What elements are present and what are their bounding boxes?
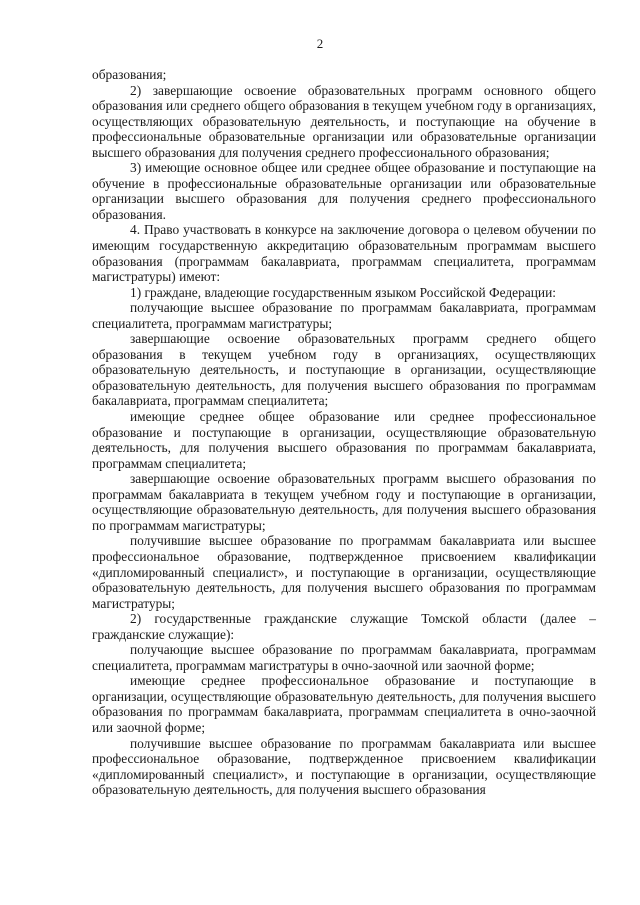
paragraph: получающие высшее образование по программам бакалавриата, программам специалитета, программам магистратуры в очно-заочной или заочной форме;: [92, 642, 596, 673]
paragraph: имеющие среднее профессиональное образование и поступающие в организации, осуществляющие образовательную деятельность, для получения высшего образования по программам бакалавриата, программам специалитета в очно-заочной или заочной форме;: [92, 673, 596, 735]
paragraph: завершающие освоение образовательных программ высшего образования по программам бакалавриата в текущем учебном году и поступающие в организации, осуществляющие образовательную деятельность, для получения высшего образования по программам магистратуры;: [92, 471, 596, 533]
paragraph: получившие высшее образование по программам бакалавриата или высшее профессиональное образование, подтвержденное присвоением квалификации «дипломированный специалист», и поступающие в организации, осуществляющие образовательную деятельность, для получения высшего образования: [92, 735, 596, 798]
paragraph: получающие высшее образование по программам бакалавриата, программам специалитета, программам магистратуры;: [92, 300, 596, 331]
paragraph: 2) государственные гражданские служащие Томской области (далее – гражданские служащие):: [92, 611, 596, 642]
paragraph: образования;: [92, 67, 167, 82]
paragraph: 4. Право участвовать в конкурсе на заключение договора о целевом обучении по имеющим государственную аккредитацию образовательным программам высшего образования (программам бакалавриата, программам специалитета, программам магистратуры) имеют:: [92, 222, 596, 285]
paragraph: 2) завершающие освоение образовательных программ основного общего образования или среднего общего образования в текущем учебном году в организациях, осуществляющих образовательную деятельность, и поступающие на обучение в профессиональные образовательные организации или образовательные организации высшего образования для получения среднего профессионального образования;: [92, 82, 596, 160]
paragraph: получившие высшее образование по программам бакалавриата или высшее профессиональное образование, подтвержденное присвоением квалификации «дипломированный специалист», и поступающие в организации, осуществляющие образовательную деятельность, для получения высшего образования по программам магистратуры;: [92, 533, 596, 611]
paragraph: имеющие среднее общее образование или среднее профессиональное образование и поступающие в организации, осуществляющие образовательную деятельность, для получения высшего образования по программам бакалавриата, программам специалитета;: [92, 409, 596, 471]
document-body: [92, 67, 596, 798]
paragraph: 1) граждане, владеющие государственным языком Российской Федерации:: [130, 284, 556, 300]
page-number: 2: [316, 36, 324, 51]
paragraph: завершающие освоение образовательных программ среднего общего образования в текущем учебном году в организациях, осуществляющих образовательную деятельность, и поступающие в организации, осуществляющие образовательную деятельность, для получения высшего образования по программам бакалавриата, программам специалитета;: [92, 331, 596, 409]
paragraph: 3) имеющие основное общее или среднее общее образование и поступающие на обучение в профессиональные образовательные организации или образовательные организации высшего образования для получения среднего профессионального образования.: [92, 160, 596, 222]
